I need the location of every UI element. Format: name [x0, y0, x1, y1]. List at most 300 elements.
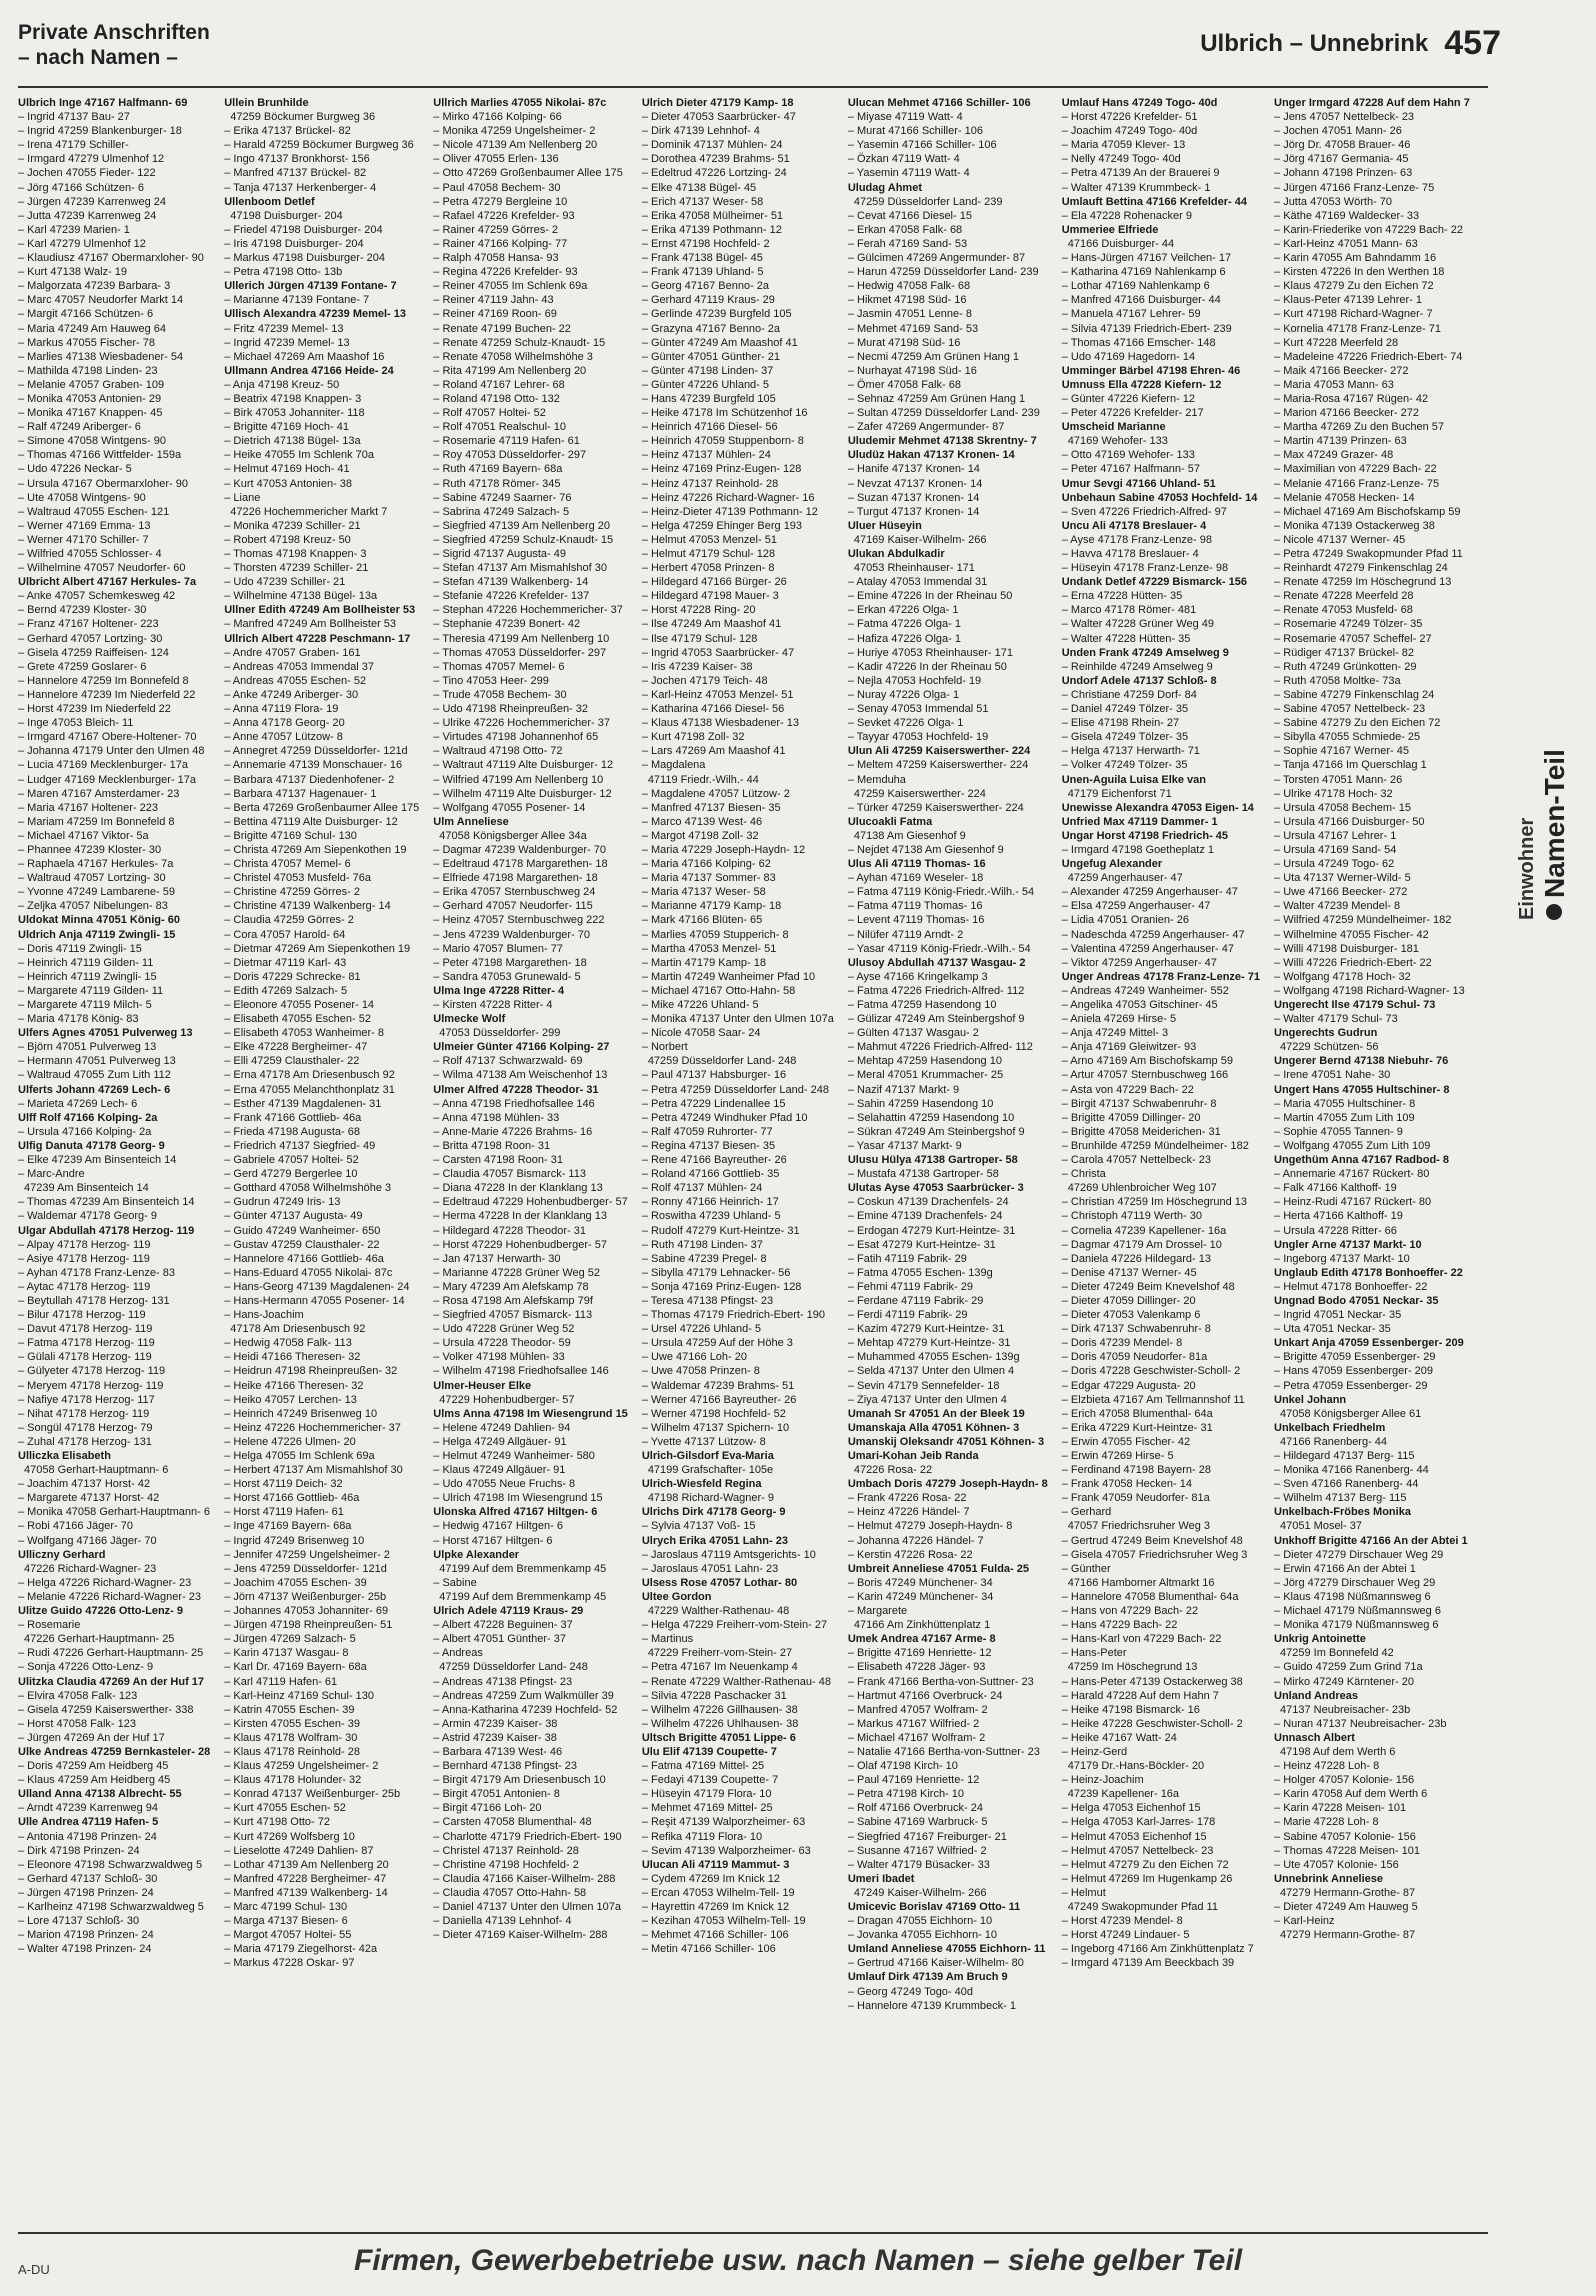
directory-entry: – Elisabeth 47055 Eschen- 52 [224, 1013, 371, 1026]
directory-entry: – Bernhard 47138 Pfingst- 23 [433, 1760, 578, 1773]
directory-entry: – Erich 47058 Blumenthal- 64a [1061, 1407, 1213, 1420]
directory-entry: 47259 Düsseldorfer Land- 248 [647, 1055, 797, 1068]
directory-entry: Ulliczny Gerhard [18, 1548, 106, 1561]
directory-entry: – Siegfried 47139 Am Nellenberg 20 [433, 519, 611, 532]
directory-entry: – Helga 47053 Karl-Jarres- 178 [1061, 1816, 1216, 1829]
directory-entry: – Fedayi 47139 Coupette- 7 [641, 1774, 779, 1787]
directory-entry: – Siegfried 47259 Schulz-Knaudt- 15 [433, 533, 614, 546]
directory-entry: – Heike 47198 Bismarck- 16 [1061, 1703, 1200, 1716]
directory-entry: – Ayse 47166 Kringelkamp 3 [847, 970, 988, 983]
directory-entry: – Dragan 47055 Eichhorn- 10 [847, 1915, 993, 1928]
directory-entry: – Kirsten 47228 Ritter- 4 [433, 999, 553, 1011]
directory-entry: – Marianne 47139 Fontane- 7 [224, 294, 370, 307]
directory-entry: – Uta 47137 Werner-Wild- 5 [1274, 872, 1411, 885]
directory-entry: – Hedwig 47058 Falk- 68 [847, 280, 971, 293]
directory-entry: – Maria 47166 Kolping- 62 [641, 858, 771, 871]
directory-entry: – Necmi 47259 Am Grünen Hang 1 [847, 350, 1020, 363]
directory-entry: – Armin 47239 Kaiser- 38 [433, 1717, 558, 1730]
directory-entry: – Sabine 47169 Warbruck- 5 [847, 1816, 988, 1829]
directory-entry: – Ferdi 47119 Fabrik- 29 [847, 1309, 968, 1322]
directory-entry: – Manfred 47249 Am Bollheister 53 [224, 618, 397, 631]
directory-entry: Umnuss Ella 47228 Kiefern- 12 [1061, 378, 1222, 391]
directory-entry: – Melanie 47226 Richard-Wagner- 23 [18, 1590, 202, 1603]
directory-entry: – Ferdane 47119 Fabrik- 29 [847, 1294, 984, 1307]
directory-entry: – Katharina 47169 Nahlenkamp 6 [1061, 266, 1226, 279]
directory-entry: – Erdogan 47279 Kurt-Heintze- 31 [847, 1224, 1016, 1237]
directory-entry: – Petra 47198 Otto- 13b [224, 266, 343, 279]
directory-entry: – Thomas 47166 Wittfelder- 159a [18, 449, 182, 462]
directory-entry: – Petra 47249 Windhuker Pfad 10 [641, 1111, 808, 1124]
directory-entry: – Christian 47259 Im Höschegrund 13 [1061, 1196, 1248, 1209]
directory-entry: – Klaus 47279 Zu den Eichen 72 [1274, 280, 1434, 293]
directory-entry: – Jan 47137 Herwarth- 30 [433, 1252, 561, 1265]
directory-entry: – Jochen 47179 Teich- 48 [641, 674, 768, 687]
directory-entry: – Sigrid 47137 Augusta- 49 [433, 548, 567, 560]
directory-entry: – Waldemar 47178 Georg- 9 [18, 1210, 157, 1223]
directory-entry: – Brigitte 47058 Meiderichen- 31 [1061, 1125, 1221, 1138]
name-range-title: Ulbrich – Unnebrink [1200, 30, 1429, 57]
directory-entry: – Rosemarie 47249 Tölzer- 35 [1274, 618, 1423, 631]
directory-entry: – Anna 47198 Mühlen- 33 [433, 1111, 560, 1124]
directory-entry: – Rosemarie 47057 Scheffel- 27 [1274, 632, 1432, 645]
directory-entry: – Erika 47139 Pothmann- 12 [641, 223, 782, 236]
directory-entry: – Waltraud 47055 Zum Lith 112 [18, 1069, 171, 1082]
directory-entry: Ungethüm Anna 47167 Radbod- 8 [1274, 1154, 1450, 1167]
directory-entry: – Frank 47059 Neudorfer- 81a [1061, 1492, 1210, 1505]
directory-entry: – Hans-Joachim [224, 1309, 304, 1322]
directory-entry: – Dagmar 47239 Waldenburger- 70 [433, 843, 606, 856]
directory-entry: – Wilfried 47259 Mündelheimer- 182 [1274, 914, 1452, 927]
directory-entry: – Sabrina 47249 Salzach- 5 [433, 505, 570, 518]
directory-entry: – Gertrud 47166 Kaiser-Wilhelm- 80 [847, 1957, 1024, 1970]
directory-entry: – Andreas 47053 Immendal 37 [224, 660, 375, 673]
directory-entry: Ullmann Andrea 47166 Heide- 24 [224, 364, 394, 377]
directory-entry: – Grete 47259 Goslarer- 6 [18, 660, 147, 673]
directory-entry: 47199 Auf dem Bremmenkamp 45 [439, 1590, 607, 1603]
directory-entry: – Kurt 47055 Eschen- 52 [224, 1802, 346, 1815]
directory-entry: – Helene 47226 Ulmen- 20 [224, 1435, 356, 1448]
directory-entry: 47058 Gerhart-Hauptmann- 6 [24, 1464, 169, 1477]
directory-entry: – Hildegard 47166 Bürger- 26 [641, 576, 787, 589]
directory-entry: – Virtudes 47198 Johannenhof 65 [433, 731, 599, 744]
directory-entry: – Wilhelm 47198 Friedhofsallee 146 [433, 1365, 609, 1378]
directory-entry: Ultee Gordon [641, 1590, 712, 1603]
directory-entry: – Hermann 47051 Pulverweg 13 [18, 1055, 176, 1068]
directory-entry: Unewisse Alexandra 47053 Eigen- 14 [1061, 801, 1254, 814]
directory-entry: Ulle Andrea 47119 Hafen- 5 [18, 1816, 159, 1829]
directory-entry: – Frank 47138 Bügel- 45 [641, 252, 763, 265]
directory-entry: – Susanne 47167 Wilfried- 2 [847, 1844, 987, 1857]
directory-entry: – Heinrich 47119 Gilden- 11 [18, 956, 154, 969]
section-side-tab [1508, 620, 1578, 920]
directory-entry: – Heinz 47137 Reinhold- 28 [641, 477, 779, 490]
directory-entry: Ulu Elif 47139 Coupette- 7 [641, 1745, 777, 1758]
directory-entry: – Margarete 47119 Milch- 5 [18, 999, 152, 1011]
directory-entry: – Ralf 47249 Ariberger- 6 [18, 421, 141, 434]
directory-entry: Ulrych Erika 47051 Lahn- 23 [641, 1534, 788, 1547]
directory-entry: – Elke 47228 Bergheimer- 47 [224, 1041, 368, 1054]
directory-entry: – Udo 47239 Schiller- 21 [224, 576, 346, 589]
directory-entry: Ungert Hans 47055 Hultschiner- 8 [1274, 1083, 1450, 1096]
directory-entry: – Christa [1061, 1168, 1106, 1181]
directory-entry: – Hans 47059 Essenberger- 209 [1274, 1365, 1434, 1378]
directory-entry: – Wilhelm 47226 Uhlhausen- 38 [641, 1717, 799, 1730]
directory-entry: – Klaus 47259 Am Heidberg 45 [18, 1774, 171, 1787]
directory-entry: – Sabine 47239 Pregel- 8 [641, 1252, 767, 1265]
directory-entry: – Reiner 47119 Jahn- 43 [433, 294, 554, 307]
directory-entry: – Nejdet 47138 Am Giesenhof 9 [847, 843, 1004, 856]
directory-entry: – Joachim 47249 Togo- 40d [1061, 125, 1198, 138]
directory-entry: – Albert 47228 Beguinen- 37 [433, 1619, 573, 1632]
directory-entry: – Ralf 47059 Ruhrorter- 77 [641, 1125, 773, 1138]
directory-entry: – Jürgen 47269 An der Huf 17 [18, 1731, 165, 1744]
directory-entry: – Carsten 47198 Roon- 31 [433, 1154, 563, 1167]
directory-entry: – Gerhard 47057 Neudorfer- 115 [433, 900, 593, 913]
directory-entry: – Karin 47249 Münchener- 34 [847, 1590, 994, 1603]
directory-entry: – Gerhard 47057 Lortzing- 30 [18, 632, 163, 645]
directory-entry: – Udo 47228 Grüner Weg 52 [433, 1323, 575, 1336]
directory-entry: – Lars 47269 Am Maashof 41 [641, 745, 786, 758]
directory-entry: Unkrig Antoinette [1274, 1633, 1366, 1646]
directory-entry: – Marlies 47059 Stupperich- 8 [641, 928, 789, 941]
directory-entry: – Helene 47249 Dahlien- 94 [433, 1421, 571, 1434]
directory-entry: – Wilhelm 47226 Gillhausen- 38 [641, 1703, 798, 1716]
directory-entry: – Klaus 47178 Reinhold- 28 [224, 1745, 360, 1758]
directory-entry: – Tayyar 47053 Hochfeld- 19 [847, 731, 989, 744]
directory-entry: – Renate 47259 Schulz-Knaudt- 15 [433, 336, 606, 349]
directory-entry: – Asta von 47229 Bach- 22 [1061, 1083, 1194, 1096]
directory-entry: – Gustav 47259 Clausthaler- 22 [224, 1238, 380, 1251]
directory-entry: – Sven 47226 Friedrich-Alfred- 97 [1061, 505, 1227, 518]
directory-entry: – Elli 47259 Clausthaler- 22 [224, 1055, 360, 1068]
directory-entry: – Fehmi 47119 Fabrik- 29 [847, 1280, 973, 1293]
directory-column [642, 96, 834, 2226]
directory-entry: – Heinz-Joachim [1061, 1774, 1144, 1787]
directory-entry: – Gisela 47249 Tölzer- 35 [1061, 731, 1189, 744]
directory-entry: – Nazif 47137 Markt- 9 [847, 1083, 960, 1096]
directory-entry: – Katharina 47166 Diesel- 56 [641, 703, 785, 716]
directory-entry: – Sylvia 47137 Voß- 15 [641, 1520, 756, 1533]
directory-entry: – Jasmin 47051 Lenne- 8 [847, 308, 972, 321]
directory-entry: 47229 Hohenbudberger- 57 [439, 1393, 575, 1406]
directory-entry: – Siegfried 47167 Freiburger- 21 [847, 1830, 1007, 1843]
directory-entry: Ulusu Hülya 47138 Gartroper- 58 [847, 1154, 1018, 1167]
directory-entry: – Ursula 47058 Bechem- 15 [1274, 801, 1411, 814]
directory-entry: – Mehmet 47166 Schiller- 106 [641, 1929, 789, 1942]
directory-entry: – Jens 47259 Düsseldorfer- 121d [224, 1562, 387, 1575]
directory-entry: – Anja 47198 Kreuz- 50 [224, 378, 340, 391]
directory-entry: – Renate 47053 Musfeld- 68 [1274, 604, 1413, 617]
directory-entry: – Robi 47166 Jäger- 70 [18, 1520, 133, 1533]
directory-entry: – Monika 47166 Ranenberg- 44 [1274, 1464, 1429, 1477]
directory-entry: – Walter 47179 Büsacker- 33 [847, 1858, 990, 1871]
directory-entry: Ungler Arne 47137 Markt- 10 [1274, 1238, 1422, 1251]
directory-entry: – Heike 47055 Im Schlenk 70a [224, 449, 375, 462]
directory-entry: – Siegfried 47057 Bismarck- 113 [433, 1309, 593, 1322]
directory-entry: – Claudia 47166 Kaiser-Wilhelm- 288 [433, 1872, 616, 1885]
directory-entry: Ulff Rolf 47166 Kolping- 2a [18, 1111, 158, 1124]
directory-entry: – Heidi 47166 Theresen- 32 [224, 1351, 361, 1364]
directory-entry: – Hüseyin 47179 Flora- 10 [641, 1788, 772, 1801]
directory-entry: – Ingo 47137 Bronkhorst- 156 [224, 153, 370, 166]
directory-entry: 47198 Auf dem Werth 6 [1280, 1745, 1396, 1758]
directory-entry: – Theresia 47199 Am Nellenberg 10 [433, 632, 610, 645]
directory-entry: – Kirsten 47055 Eschen- 39 [224, 1717, 360, 1730]
directory-entry: – Barbara 47139 West- 46 [433, 1745, 563, 1758]
directory-entry: – Hans 47239 Burgfeld 105 [641, 392, 776, 405]
directory-entry: – Waltraud 47057 Lortzing- 30 [18, 872, 166, 885]
directory-entry: – Petra 47167 Im Neuenkamp 4 [641, 1661, 798, 1674]
directory-entry: 47198 Duisburger- 204 [230, 209, 343, 222]
directory-entry: Ulrich Adele 47119 Kraus- 29 [433, 1605, 584, 1618]
directory-entry: Ulbrich Inge 47167 Halfmann- 69 [18, 97, 188, 109]
directory-entry: – Trude 47058 Bechem- 30 [433, 688, 567, 701]
directory-entry: – Martha 47269 Zu den Buchen 57 [1274, 421, 1445, 434]
directory-entry: – Nuray 47226 Olga- 1 [847, 688, 960, 701]
directory-entry: 47053 Rheinhauser- 171 [853, 562, 975, 575]
directory-entry: Umscheid Marianne [1061, 421, 1166, 434]
directory-entry: – Coskun 47139 Drachenfels- 24 [847, 1196, 1009, 1209]
directory-entry: – Hildegard 47198 Mauer- 3 [641, 590, 779, 603]
directory-entry: – Edeltrud 47226 Lortzing- 24 [641, 167, 787, 180]
directory-entry: – Iris 47239 Kaiser- 38 [641, 660, 753, 673]
directory-entry: – Gerd 47279 Bergerlee 10 [224, 1168, 358, 1181]
directory-entry: – Nevzat 47137 Kronen- 14 [847, 477, 983, 490]
directory-entry: – Helga 47229 Freiherr-vom-Stein- 27 [641, 1619, 828, 1632]
directory-entry: – Muhammed 47055 Eschen- 139g [847, 1351, 1020, 1364]
directory-entry: – Beatrix 47198 Knappen- 3 [224, 392, 362, 405]
directory-entry: – Hartmut 47166 Overbruck- 24 [847, 1689, 1003, 1702]
directory-entry: – Friedrich 47137 Siegfried- 49 [224, 1139, 376, 1152]
directory-entry: – Rainer 47259 Görres- 2 [433, 223, 559, 236]
directory-entry: Ulmer Alfred 47228 Theodor- 31 [433, 1083, 599, 1096]
directory-entry: – Anna 47198 Friedhofsallee 146 [433, 1097, 595, 1110]
directory-entry: – Barbara 47137 Diedenhofener- 2 [224, 773, 395, 786]
directory-entry: – Hans-Eduard 47055 Nikolai- 87c [224, 1266, 393, 1279]
directory-entry: – Carsten 47058 Blumenthal- 48 [433, 1816, 592, 1829]
directory-entry: 47178 Am Driesenbusch 92 [230, 1323, 366, 1336]
directory-entry: – Hans-Karl von 47229 Bach- 22 [1061, 1633, 1222, 1646]
directory-entry: – Gülten 47137 Wasgau- 2 [847, 1027, 979, 1040]
directory-entry: – Udo 47198 Rheinpreußen- 32 [433, 703, 589, 716]
directory-entry: – Karin 47055 Am Bahndamm 16 [1274, 252, 1437, 265]
directory-entry: Ulucan Ali 47119 Mammut- 3 [641, 1858, 790, 1871]
directory-entry: – Hedwig 47167 Hiltgen- 6 [433, 1520, 563, 1533]
directory-entry: – Frank 47226 Rosa- 22 [847, 1492, 967, 1505]
directory-entry: – Alpay 47178 Herzog- 119 [18, 1238, 151, 1251]
directory-entry: Umanah Sr 47051 An der Bleek 19 [847, 1407, 1025, 1420]
directory-entry: Ulrich Dieter 47179 Kamp- 18 [641, 97, 794, 109]
directory-entry: – Anne 47057 Lützow- 8 [224, 731, 343, 744]
directory-entry: – Ursula 47249 Togo- 62 [1274, 858, 1395, 871]
directory-entry: – Claudia 47057 Otto-Hahn- 58 [433, 1886, 587, 1899]
directory-entry: – Klaus 47178 Wolfram- 30 [224, 1731, 358, 1744]
directory-entry: – Helmut 47279 Joseph-Haydn- 8 [847, 1520, 1013, 1533]
directory-entry: – Antonia 47198 Prinzen- 24 [18, 1830, 157, 1843]
directory-entry: Ultsch Brigitte 47051 Lippe- 6 [641, 1731, 796, 1744]
directory-entry: – Georg 47167 Benno- 2a [641, 280, 770, 293]
directory-entry: – Ingrid 47249 Brisenweg 10 [224, 1534, 365, 1547]
directory-entry: – Ruth 47249 Grünkotten- 29 [1274, 660, 1417, 673]
directory-entry: – Nelly 47249 Togo- 40d [1061, 153, 1181, 166]
directory-entry: – Günter 47249 Am Maashof 41 [641, 336, 798, 349]
directory-entry: – Marion 47198 Prinzen- 24 [18, 1929, 154, 1942]
directory-entry: Umlauf Dirk 47139 Am Bruch 9 [847, 1971, 1008, 1984]
directory-entry: Unen-Aguila Luisa Elke van [1061, 773, 1206, 786]
directory-entry: – Marc 47199 Schul- 130 [224, 1901, 348, 1913]
directory-entry: – Käthe 47169 Waldecker- 33 [1274, 209, 1420, 222]
directory-entry: – Ingrid 47051 Neckar- 35 [1274, 1309, 1402, 1322]
directory-entry: 47198 Richard-Wagner- 9 [647, 1492, 774, 1505]
directory-entry: – Marco 47178 Römer- 481 [1061, 604, 1197, 617]
directory-entry: – Teresa 47138 Pfingst- 23 [641, 1294, 774, 1307]
directory-entry: – Jürgen 47198 Rheinpreußen- 51 [224, 1619, 393, 1632]
directory-entry: – Metin 47166 Schiller- 106 [641, 1943, 776, 1956]
directory-entry: Unkel Johann [1274, 1393, 1347, 1406]
directory-entry: – Jürgen 47166 Franz-Lenze- 75 [1274, 181, 1435, 194]
directory-entry: – Dieter 47053 Saarbrücker- 47 [641, 111, 796, 124]
directory-entry: – Esther 47139 Magdalenen- 31 [224, 1097, 382, 1110]
directory-entry: – Uwe 47166 Loh- 20 [641, 1351, 747, 1364]
directory-entry: – Mariam 47259 Im Bonnefeld 8 [18, 815, 175, 828]
directory-entry: Ulm Anneliese [433, 815, 509, 828]
directory-entry: – Mario 47057 Blumen- 77 [433, 942, 563, 955]
directory-entry: – Helmut 47178 Bonhoeffer- 22 [1274, 1280, 1428, 1293]
directory-entry: Uludüz Hakan 47137 Kronen- 14 [847, 449, 1015, 462]
directory-entry: – Torsten 47051 Mann- 26 [1274, 773, 1403, 786]
directory-entry: – Mark 47166 Blüten- 65 [641, 914, 763, 927]
directory-entry: – Frank 47166 Gottlieb- 46a [224, 1111, 362, 1124]
directory-entry: – Ela 47228 Rohenacker 9 [1061, 209, 1192, 222]
directory-entry: – Werner 47169 Emma- 13 [18, 519, 151, 532]
directory-column [433, 96, 628, 2226]
directory-entry: – Michael 47269 Am Maashof 16 [224, 350, 385, 363]
directory-entry: Unkart Anja 47059 Essenberger- 209 [1274, 1337, 1464, 1350]
footer-code: A-DU [18, 2262, 50, 2277]
directory-entry: Umbach Doris 47279 Joseph-Haydn- 8 [847, 1478, 1048, 1491]
directory-entry: – Frank 47166 Bertha-von-Suttner- 23 [847, 1675, 1034, 1688]
directory-entry: – Mathilda 47198 Linden- 23 [18, 364, 158, 377]
directory-entry: – Britta 47198 Roon- 31 [433, 1139, 551, 1152]
directory-entry: – Waltraud 47055 Eschen- 121 [18, 505, 170, 518]
directory-entry: – Kurt 47138 Walz- 19 [18, 266, 128, 279]
directory-entry: – Ursula 47228 Theodor- 59 [433, 1337, 571, 1350]
directory-entry: – Elzbieta 47167 Am Tellmannshof 11 [1061, 1393, 1245, 1406]
directory-entry: – Denise 47137 Werner- 45 [1061, 1266, 1197, 1279]
directory-entry: – Christel 47137 Reinhold- 28 [433, 1844, 579, 1857]
directory-entry: – Hans 47229 Bach- 22 [1061, 1619, 1178, 1632]
directory-entry: – Helga 47226 Richard-Wagner- 23 [18, 1576, 192, 1589]
directory-entry: – Karl Dr. 47169 Bayern- 68a [224, 1661, 367, 1674]
directory-entry: – Gisela 47259 Raiffeisen- 124 [18, 646, 169, 659]
directory-entry: – Tanja 47166 Im Querschlag 1 [1274, 759, 1427, 772]
directory-entry: – Alexander 47259 Angerhauser- 47 [1061, 886, 1238, 899]
directory-entry: – Manfred 47137 Brückel- 82 [224, 167, 367, 180]
directory-entry: 47057 Friedrichsruher Weg 3 [1067, 1520, 1210, 1533]
directory-entry: – Annegret 47259 Düsseldorfer- 121d [224, 745, 408, 758]
directory-entry: – Jörg Dr. 47058 Brauer- 46 [1274, 139, 1411, 152]
directory-entry: – Frieda 47198 Augusta- 68 [224, 1125, 360, 1138]
directory-entry: – Elisabeth 47053 Wanheimer- 8 [224, 1027, 385, 1040]
directory-entry: – Mehmet 47169 Sand- 53 [847, 322, 979, 335]
directory-entry: – Irmgard 47167 Obere-Holtener- 70 [18, 731, 197, 744]
directory-entry: 47229 Schützen- 56 [1280, 1041, 1379, 1054]
directory-entry: – Reşit 47139 Walporzheimer- 63 [641, 1816, 806, 1829]
directory-entry: – Willi 47198 Duisburger- 181 [1274, 942, 1419, 955]
directory-entry: Ulms Anna 47198 Im Wiesengrund 15 [433, 1407, 628, 1420]
directory-entry: Ulpke Alexander [433, 1548, 520, 1561]
directory-entry: – Wilhelmine 47055 Fischer- 42 [1274, 928, 1429, 941]
directory-entry: – Robert 47198 Kreuz- 50 [224, 533, 351, 546]
directory-entry: – Renate 47229 Walther-Rathenau- 48 [641, 1675, 831, 1688]
directory-entry: – Dietmar 47269 Am Siepenkothen 19 [224, 942, 411, 955]
directory-entry: – Heinrich 47119 Zwingli- 15 [18, 970, 157, 983]
directory-entry: Unglaub Edith 47178 Bonhoeffer- 22 [1274, 1266, 1463, 1279]
directory-entry: 47169 Wehofer- 133 [1067, 435, 1168, 448]
directory-entry: – Helga 47259 Ehinger Berg 193 [641, 519, 803, 532]
directory-entry: – Suzan 47137 Kronen- 14 [847, 491, 980, 504]
directory-entry: Ulfers Agnes 47051 Pulverweg 13 [18, 1027, 193, 1040]
directory-entry: Ungnad Bodo 47051 Neckar- 35 [1274, 1294, 1439, 1307]
directory-entry: – Marie 47228 Loh- 8 [1274, 1816, 1379, 1829]
directory-entry: – Liane [224, 491, 261, 504]
directory-entry: – Heinz 47226 Hochemmericher- 37 [224, 1421, 401, 1434]
directory-entry: – Joachim 47137 Horst- 42 [18, 1478, 151, 1491]
directory-entry: 47259 Kaiserswerther- 224 [853, 787, 986, 800]
directory-entry: – Mary 47239 Am Alefskamp 78 [433, 1280, 589, 1293]
directory-entry: – Tanja 47137 Herkenberger- 4 [224, 181, 377, 194]
directory-entry: – Angelika 47053 Gitschiner- 45 [1061, 999, 1218, 1011]
directory-entry: – Eleonore 47055 Posener- 14 [224, 999, 375, 1011]
directory-entry: – Refika 47119 Flora- 10 [641, 1830, 763, 1843]
directory-entry: – Cydem 47269 Im Knick 12 [641, 1872, 780, 1885]
directory-entry: – Uta 47051 Neckar- 35 [1274, 1323, 1391, 1336]
directory-entry: Ulrich-Wiesfeld Regina [641, 1478, 762, 1491]
directory-entry: Unfried Max 47119 Dammer- 1 [1061, 815, 1218, 828]
directory-entry: – Erich 47137 Weser- 58 [641, 195, 764, 208]
directory-entry: 47179 Dr.-Hans-Böckler- 20 [1067, 1760, 1205, 1773]
directory-entry: – Murat 47166 Schiller- 106 [847, 125, 983, 138]
directory-entry: – Margot 47057 Holtei- 55 [224, 1929, 352, 1942]
directory-entry: – Olaf 47198 Kirch- 10 [847, 1760, 958, 1773]
directory-entry: – Roswitha 47239 Uhland- 5 [641, 1210, 781, 1223]
directory-entry: – Hildegard 47228 Theodor- 31 [433, 1224, 586, 1237]
directory-entry: – Fatma 47055 Eschen- 139g [847, 1266, 993, 1279]
directory-entry: – Elfriede 47198 Margarethen- 18 [433, 872, 598, 885]
directory-entry: – Fatma 47259 Hasendong 10 [847, 999, 997, 1011]
directory-entry: – Birgit 47051 Antonien- 8 [433, 1788, 560, 1801]
directory-entry: – Monika 47259 Ungelsheimer- 2 [433, 125, 596, 138]
directory-entry: 47199 Grafschafter- 105e [647, 1464, 774, 1477]
directory-entry: – Maria-Rosa 47167 Rügen- 42 [1274, 392, 1429, 405]
directory-entry: – Heinz-Dieter 47139 Pothmann- 12 [641, 505, 818, 518]
directory-entry: – Martin 47055 Zum Lith 109 [1274, 1111, 1415, 1124]
directory-entry: – Mehmet 47169 Mittel- 25 [641, 1802, 773, 1815]
directory-entry: – Astrid 47239 Kaiser- 38 [433, 1731, 557, 1744]
directory-entry: – Marc-Andre [18, 1168, 85, 1181]
directory-entry: 47269 Uhlenbroicher Weg 107 [1067, 1182, 1217, 1195]
directory-entry: – Kurt 47269 Wolfsberg 10 [224, 1830, 355, 1843]
directory-entry: – Zafer 47269 Angermunder- 87 [847, 421, 1005, 434]
directory-entry: – Dieter 47279 Dirschauer Weg 29 [1274, 1548, 1444, 1561]
directory-entry: Unkhoff Brigitte 47166 An der Abtei 1 [1274, 1534, 1468, 1547]
directory-column [1062, 96, 1260, 2226]
directory-entry: – Max 47249 Grazer- 48 [1274, 449, 1394, 462]
directory-entry: – Margot 47198 Zoll- 32 [641, 829, 759, 842]
directory-entry: – Thomas 47057 Memel- 6 [433, 660, 565, 673]
directory-entry: – Ömer 47058 Falk- 68 [847, 378, 961, 391]
directory-entry: – Udo 47226 Neckar- 5 [18, 463, 132, 476]
